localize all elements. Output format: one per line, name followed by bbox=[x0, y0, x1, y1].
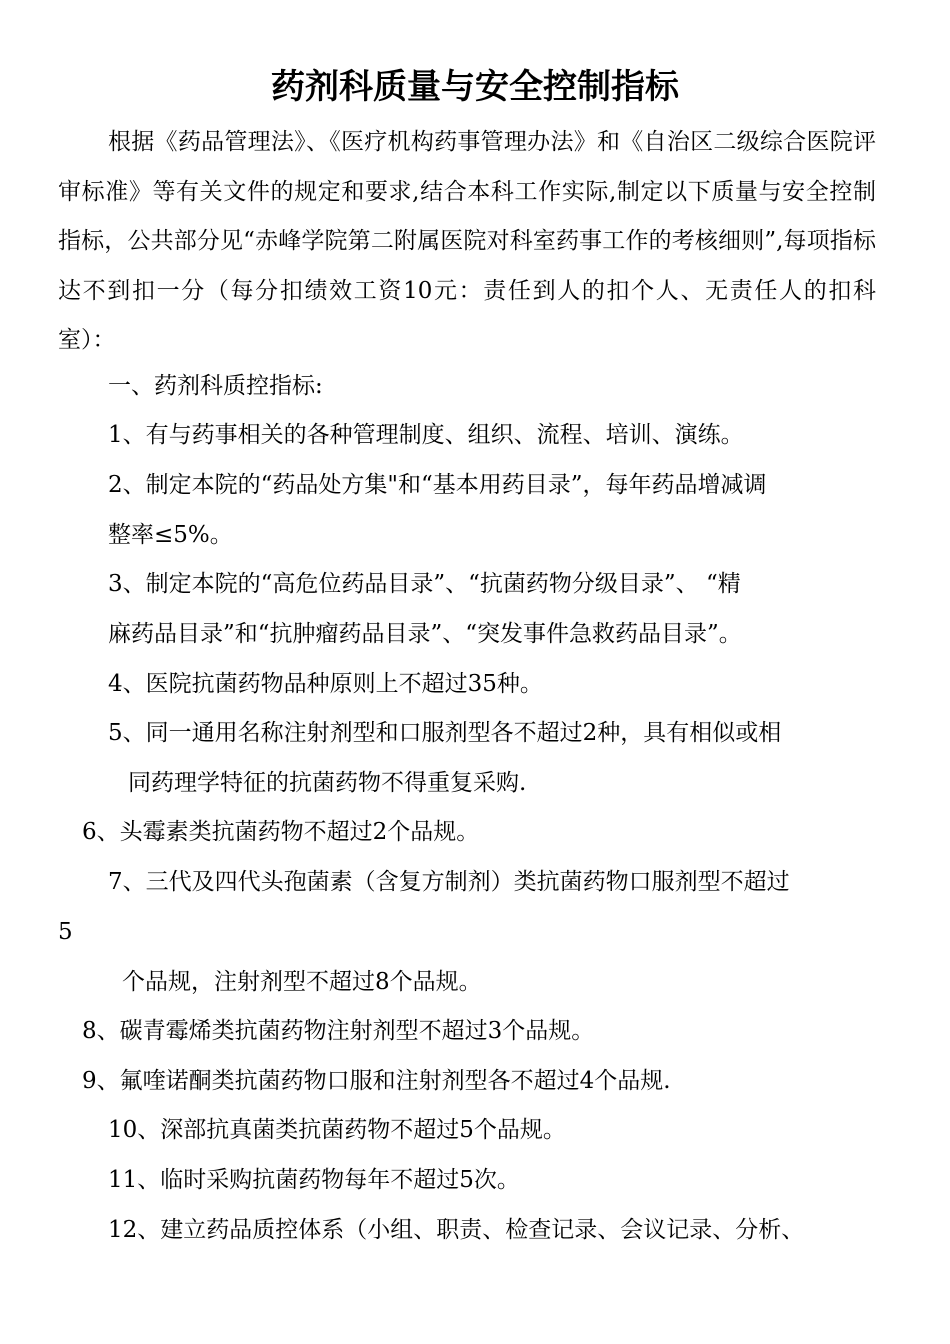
list-item-8: 8、碳青霉烯类抗菌药物注射剂型不超过3个品规。 bbox=[82, 1018, 595, 1044]
list-item-1: 1、有与药事相关的各种管理制度、组织、流程、培训、演练。 bbox=[108, 422, 744, 448]
document-title: 药剂科质量与安全控制指标 bbox=[271, 67, 679, 107]
list-item-6: 6、头霉素类抗菌药物不超过2个品规。 bbox=[82, 819, 480, 845]
list-item-4: 4、医院抗菌药物品种原则上不超过35种。 bbox=[108, 671, 543, 697]
list-item-2-line-2: 整率≤5%。 bbox=[108, 522, 233, 548]
list-item-7-line-2: 5 bbox=[58, 919, 73, 945]
list-item-3-line-2: 麻药品目录”和“抗肿瘤药品目录”、“突发事件急救药品目录”。 bbox=[108, 621, 742, 647]
list-item-10: 10、深部抗真菌类抗菌药物不超过5个品规。 bbox=[108, 1117, 566, 1143]
list-item-2-line-1: 2、制定本院的“药品处方集"和“基本用药目录”，每年药品增减调 bbox=[108, 472, 767, 498]
list-item-7-line-1: 7、三代及四代头孢菌素（含复方制剂）类抗菌药物口服剂型不超过 bbox=[108, 869, 790, 895]
list-item-11: 11、临时采购抗菌药物每年不超过5次。 bbox=[108, 1167, 520, 1193]
section-heading: 一、药剂科质控指标: bbox=[108, 373, 323, 399]
list-item-9: 9、氟喹诺酮类抗菌药物口服和注射剂型各不超过4个品规. bbox=[82, 1068, 671, 1094]
list-item-3-line-1: 3、制定本院的“高危位药品目录”、“抗菌药物分级目录”、 “精 bbox=[108, 571, 741, 597]
list-item-5-line-1: 5、同一通用名称注射剂型和口服剂型各不超过2种，具有相似或相 bbox=[108, 720, 782, 746]
list-item-12: 12、建立药品质控体系（小组、职责、检查记录、会议记录、分析、 bbox=[108, 1217, 805, 1243]
list-item-7-line-3: 个品规，注射剂型不超过8个品规。 bbox=[122, 969, 482, 995]
list-item-5-line-2: 同药理学特征的抗菌药物不得重复采购. bbox=[128, 770, 527, 796]
intro-paragraph: 根据《药品管理法》、《医疗机构药事管理办法》和《自治区二级综合医院评审标准》等有关文件的规定和要求,结合本科工作实际,制定以下质量与安全控制指标，公共部分见“赤峰学院第二附属医院对科室药事工作的考核细则”,每项指标达不到扣一分（每分扣绩效工资10元：责任到人的扣个人、无责任人的扣科室）： bbox=[58, 129, 876, 354]
